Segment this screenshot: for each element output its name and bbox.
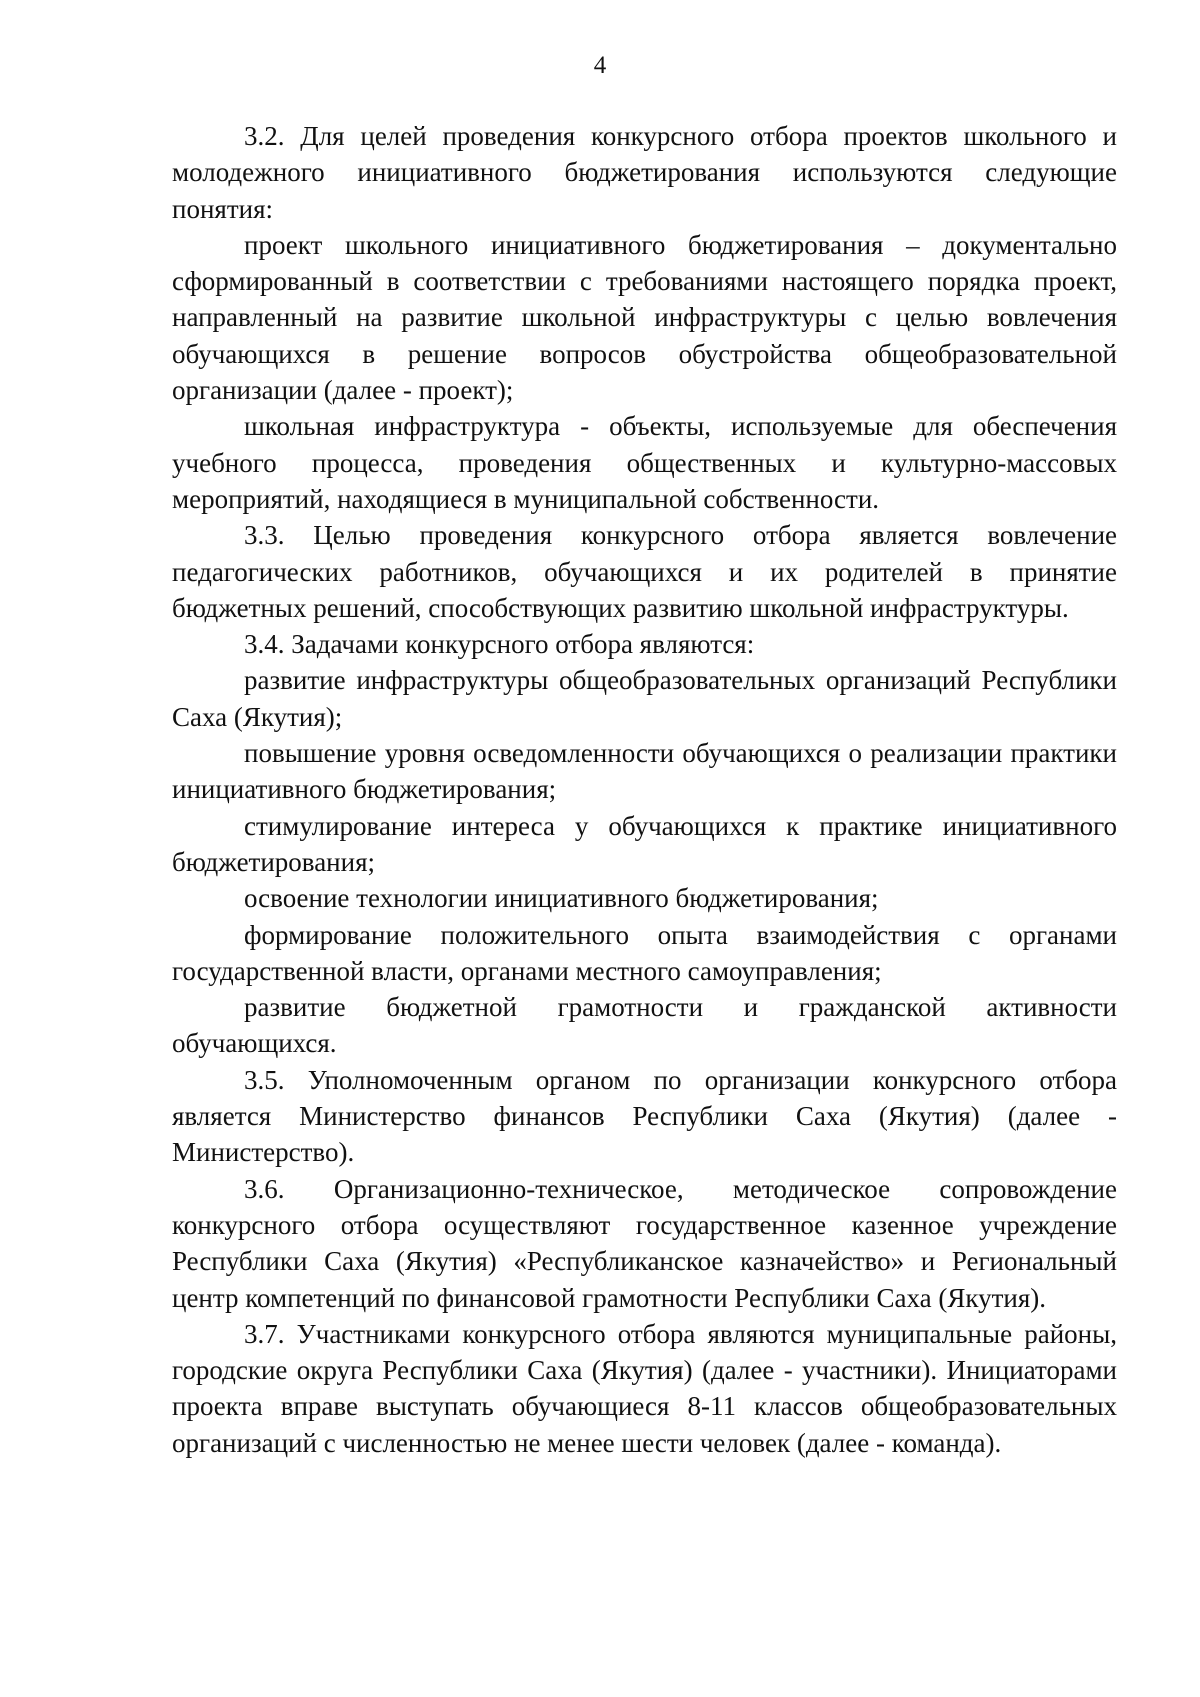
- page-number: 4: [593, 52, 607, 79]
- task-item: формирование положительного опыта взаимодействия с органами государственной власти, органами местного самоуправления;: [172, 919, 1117, 986]
- paragraph-3-4: 3.4. Задачами конкурсного отбора являются:: [244, 629, 755, 660]
- document-body: [172, 118, 1117, 1461]
- task-item: повышение уровня осведомленности обучающихся о реализации практики инициативного бюджетирования;: [172, 738, 1117, 805]
- definition-project: проект школьного инициативного бюджетирования – документально сформированный в соответствии с требованиями настоящего порядка проект, направленный на развитие школьной инфраструктуры с целью вовлечения обучающихся в решение вопросов обустройства общеобразовательной организации (далее - проект);: [172, 229, 1117, 406]
- task-item: стимулирование интереса у обучающихся к практике инициативного бюджетирования;: [172, 810, 1117, 877]
- task-item: развитие инфраструктуры общеобразовательных организаций Республики Саха (Якутия);: [172, 665, 1117, 732]
- task-item: освоение технологии инициативного бюджетирования;: [244, 883, 879, 914]
- paragraph-3-2: 3.2. Для целей проведения конкурсного отбора проектов школьного и молодежного инициативного бюджетирования используются следующие понятия:: [172, 121, 1117, 224]
- paragraph-3-7: 3.7. Участниками конкурсного отбора являются муниципальные районы, городские округа Республики Саха (Якутия) (далее - участники). Инициаторами проекта вправе выступать обучающиеся 8-11 классов общеобразовательных организаций с численностью не менее шести человек (далее - команда).: [172, 1318, 1117, 1458]
- paragraph-3-6: 3.6. Организационно-техническое, методическое сопровождение конкурсного отбора осуществляют государственное казенное учреждение Республики Саха (Якутия) «Республиканское казначейство» и Региональный центр компетенций по финансовой грамотности Республики Саха (Якутия).: [172, 1173, 1117, 1313]
- definition-infrastructure: школьная инфраструктура - объекты, используемые для обеспечения учебного процесса, проведения общественных и культурно-массовых мероприятий, находящиеся в муниципальной собственности.: [172, 411, 1117, 514]
- paragraph-3-3: 3.3. Целью проведения конкурсного отбора является вовлечение педагогических работников, обучающихся и их родителей в принятие бюджетных решений, способствующих развитию школьной инфраструктуры.: [172, 520, 1117, 623]
- task-item: развитие бюджетной грамотности и гражданской активности обучающихся.: [172, 992, 1117, 1059]
- paragraph-3-5: 3.5. Уполномоченным органом по организации конкурсного отбора является Министерство финансов Республики Саха (Якутия) (далее - Министерство).: [172, 1064, 1117, 1168]
